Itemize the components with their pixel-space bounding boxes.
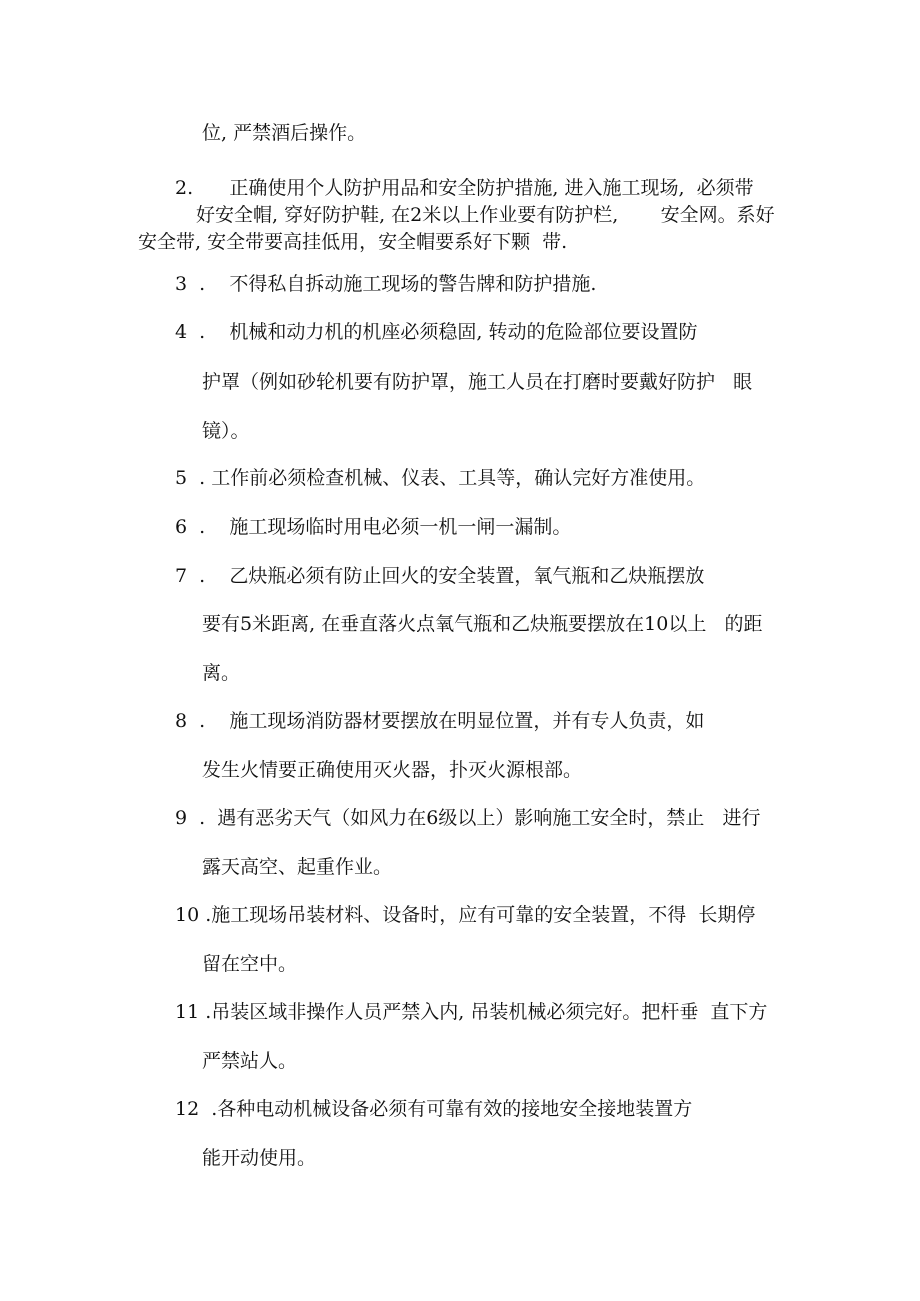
text-line: 护罩（例如砂轮机要有防护罩，施工人员在打磨时要戴好防护 眼 [202,371,753,393]
text-line: 发生火情要正确使用灭火器，扑灭火源根部。 [202,759,583,781]
text-line: 位, 严禁酒后操作。 [202,122,367,144]
text-line: 3 . 不得私自拆动施工现场的警告牌和防护措施. [175,273,597,295]
text-line: 12 .各种电动机械设备必须有可靠有效的接地安全接地装置方 [175,1098,693,1120]
text-line: 6 . 施工现场临时用电必须一机一闸一漏制。 [175,516,572,538]
text-line: 好安全帽, 穿好防护鞋, 在2米以上作业要有防护栏, 安全网。系好 [196,204,775,226]
text-line: 要有5米距离, 在垂直落火点氧气瓶和乙炔瓶要摆放在10以上 的距 [202,613,763,635]
text-line: 2. 正确使用个人防护用品和安全防护措施, 进入施工现场, 必须带 [175,177,754,199]
text-line: 离。 [202,662,241,684]
text-line: 11 .吊装区域非操作人员严禁入内, 吊装机械必须完好。把杆垂 直下方 [175,1001,768,1023]
text-line: 留在空中。 [202,953,298,975]
text-line: 8 . 施工现场消防器材要摆放在明显位置，并有专人负责，如 [175,710,705,732]
text-line: 7 . 乙炔瓶必须有防止回火的安全装置，氧气瓶和乙炔瓶摆放 [175,565,705,587]
text-line: 4 . 机械和动力机的机座必须稳固, 转动的危险部位要设置防 [175,321,698,343]
text-line: 镜）。 [202,420,250,442]
text-line: 严禁站人。 [202,1050,298,1072]
text-line: 10 .施工现场吊装材料、设备时，应有可靠的安全装置，不得 长期停 [175,904,756,926]
text-line: 露天高空、起重作业。 [202,856,393,878]
text-line: 安全带, 安全带要高挂低用，安全帽要系好下颗 带. [138,231,568,253]
text-line: 5 . 工作前必须检查机械、仪表、工具等，确认完好方准使用。 [175,467,706,489]
text-line: 9 . 遇有恶劣天气（如风力在6级以上）影响施工安全时，禁止 进行 [175,807,761,829]
text-line: 能开动使用。 [202,1147,317,1169]
